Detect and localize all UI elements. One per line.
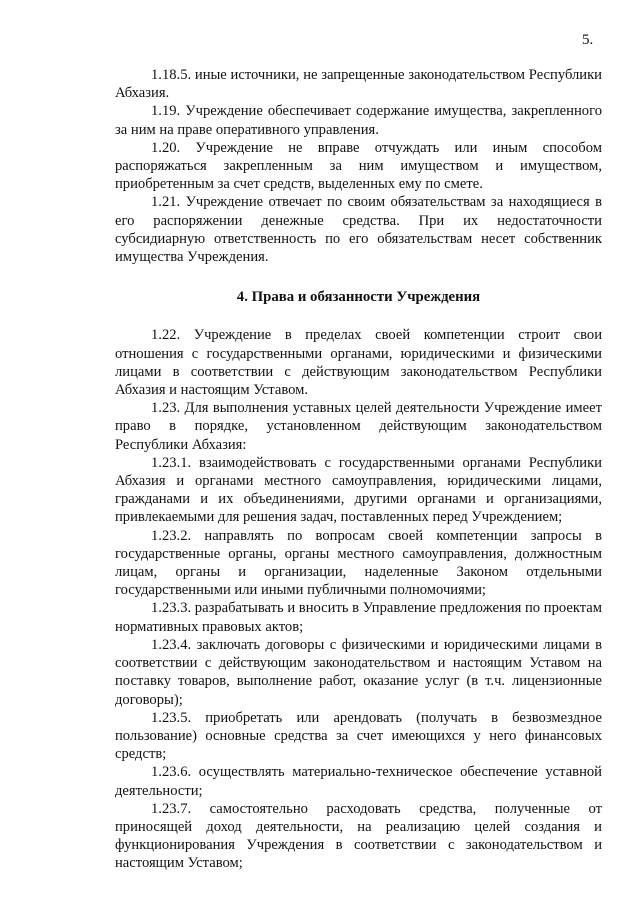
paragraph-1-23-6: 1.23.6. осуществлять материально-техническое обеспечение уставной деятельности;	[115, 764, 602, 799]
page-number: 5.	[582, 32, 594, 48]
paragraph-1-19: 1.19. Учреждение обеспечивает содержание имущества, закрепленного за ним на праве оперативного управления.	[115, 103, 602, 138]
paragraph-1-23-3: 1.23.3. разрабатывать и вносить в Управление предложения по проектам нормативных правовых актов;	[115, 600, 602, 635]
paragraph-1-20: 1.20. Учреждение не вправе отчуждать или иным способом распоряжаться закрепленным за ним имуществом и имуществом, приобретенным за счет средств, выделенных ему по смете.	[115, 139, 602, 193]
paragraph-1-23-2: 1.23.2. направлять по вопросам своей компетенции запросы в государственные органы, органы местного самоуправления, должностным лицам, органы и организации, наделенные Законом отдельными государственными или иными публичными полномочиями;	[115, 527, 602, 599]
paragraph-1-23-7: 1.23.7. самостоятельно расходовать средства, полученные от приносящей доход деятельности, на реализацию целей создания и функционирования Учреждения в соответствии с законодательством и настоящим Уставом;	[115, 800, 602, 872]
paragraph-1-23: 1.23. Для выполнения уставных целей деятельности Учреждение имеет право в порядке, установленном действующим законодательством Республики Абхазия:	[115, 400, 602, 453]
paragraph-1-21: 1.21. Учреждение отвечает по своим обязательствам за находящиеся в его распоряжении денежные средства. При их недостаточности субсидиарную ответственность по его обязательствам несет собственник имущества Учреждения.	[115, 194, 602, 266]
paragraph-1-23-4: 1.23.4. заключать договоры с физическими и юридическими лицами в соответствии с действующим законодательством и настоящим Уставом на поставку товаров, выполнение работ, оказание услуг (в т.ч. лицензионные договоры);	[115, 636, 602, 708]
paragraph-1-23-5: 1.23.5. приобретать или арендовать (получать в безвозмездное пользование) основные средства за счет имеющихся у него финансовых средств;	[115, 709, 602, 763]
paragraph-1-18-5: 1.18.5. иные источники, не запрещенные законодательством Республики Абхазия.	[115, 67, 602, 102]
document-body	[115, 66, 602, 873]
section-heading: 4. Права и обязанности Учреждения	[236, 289, 481, 306]
paragraph-1-23-1: 1.23.1. взаимодействовать с государственными органами Республики Абхазия и органами местного самоуправления, юридическими лицами, гражданами и их объединениями, другими органами и организациями, привлекаемыми для решения задач, поставленных перед Учреждением;	[115, 454, 602, 526]
paragraph-1-22: 1.22. Учреждение в пределах своей компетенции строит свои отношения с государственными органами, юридическими и физическими лицами в соответствии с действующим законодательством Республики Абхазия и настоящим Уставом.	[115, 327, 602, 399]
